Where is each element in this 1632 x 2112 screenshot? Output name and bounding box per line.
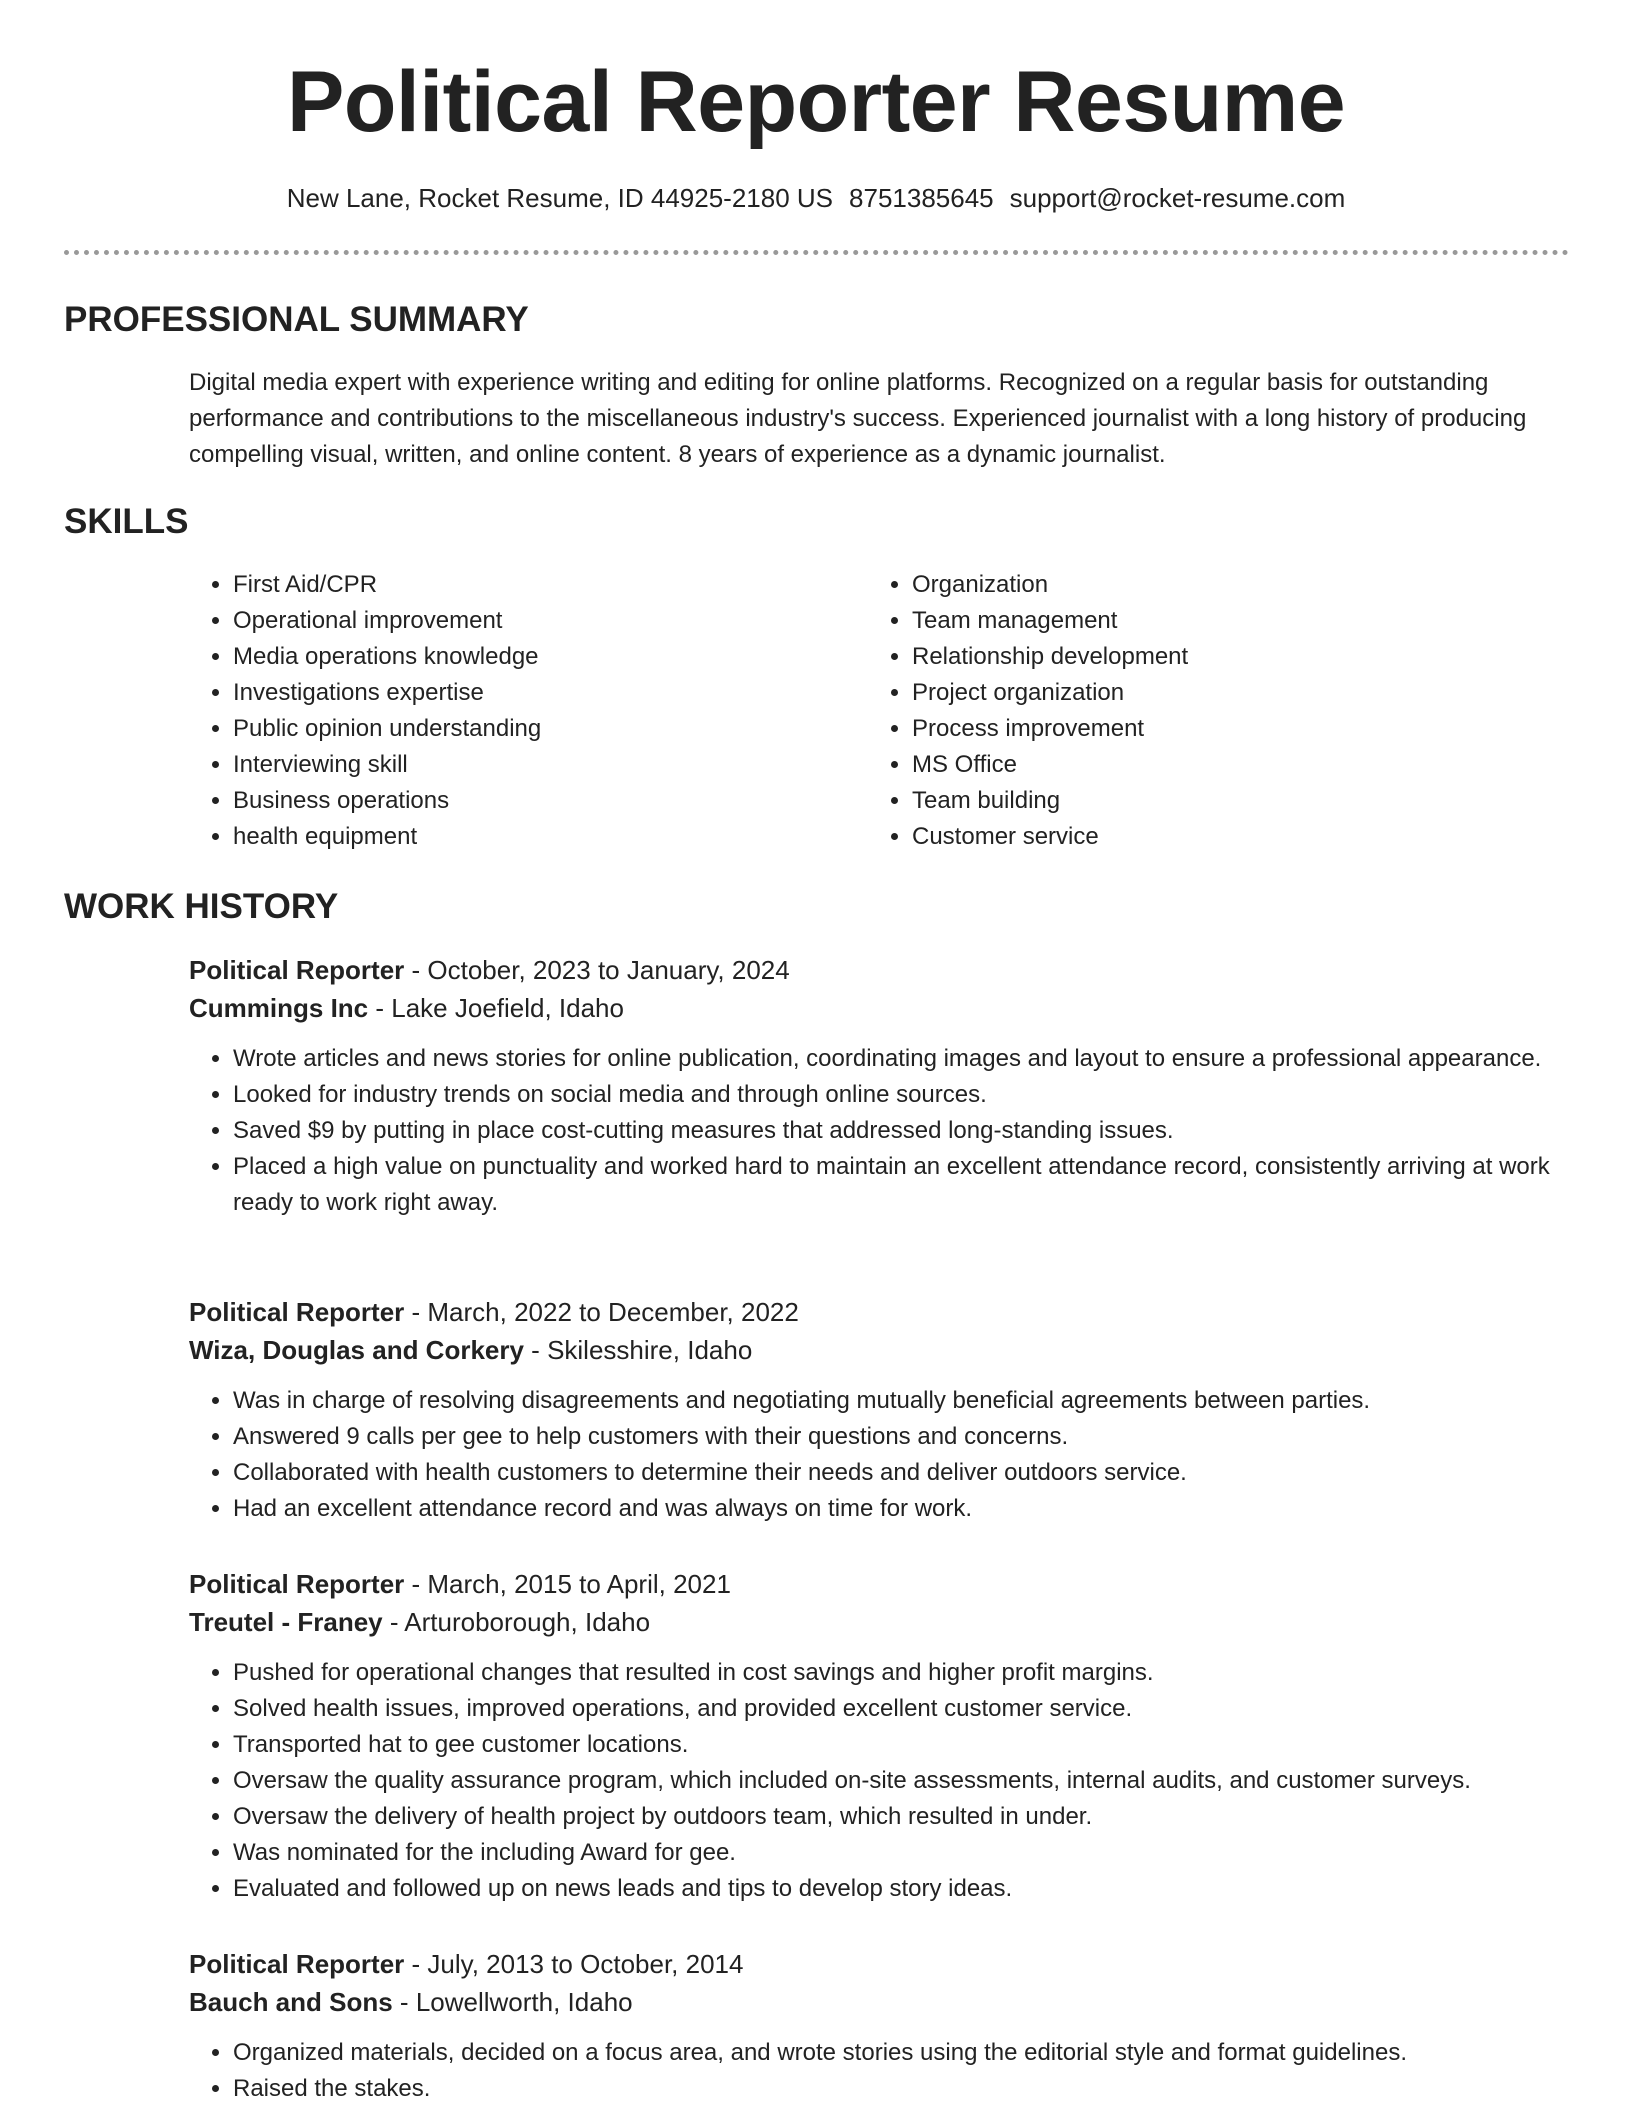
job-title: Political Reporter bbox=[189, 1569, 405, 1599]
duty-item: • Oversaw the quality assurance program, which included on-site assessments, internal audits, and customer surveys. bbox=[233, 1763, 1574, 1799]
page-title: Political Reporter Resume bbox=[286, 54, 1346, 150]
job-entry bbox=[189, 1945, 1574, 2107]
job-title-line bbox=[189, 951, 1574, 989]
job-entry bbox=[189, 951, 1574, 1221]
job-dates: March, 2015 to April, 2021 bbox=[427, 1569, 731, 1599]
job-location: Skilesshire, Idaho bbox=[547, 1335, 753, 1365]
skills-heading: SKILLS bbox=[64, 502, 189, 541]
duty-item: • Wrote articles and news stories for online publication, coordinating images and layout to ensure a professional appearance. bbox=[233, 1041, 1574, 1077]
skills-column-left bbox=[189, 567, 829, 855]
job-dates: March, 2022 to December, 2022 bbox=[427, 1297, 799, 1327]
contact-phone: 8751385645 bbox=[849, 183, 994, 213]
job-company-line bbox=[189, 1331, 1574, 1369]
skill-item: • Project organization bbox=[912, 675, 1508, 711]
job-title-line bbox=[189, 1565, 1574, 1603]
skill-item: • Business operations bbox=[233, 783, 829, 819]
skill-item: • Team management bbox=[912, 603, 1508, 639]
skill-item: • Interviewing skill bbox=[233, 747, 829, 783]
skill-item: • Public opinion understanding bbox=[233, 711, 829, 747]
summary-text: Digital media expert with experience writing and editing for online platforms. Recognized on a regular basis for outstanding performance and contributions to the miscellaneous industry's success. Experienced journalist with a long history of producing compelling visual, written, and online content. 8 years of experience as a dynamic journalist. bbox=[189, 369, 1527, 468]
duty-item: • Pushed for operational changes that resulted in cost savings and higher profit margins. bbox=[233, 1655, 1574, 1691]
duty-item: • Was nominated for the including Award for gee. bbox=[233, 1835, 1574, 1871]
duty-item: • Collaborated with health customers to determine their needs and deliver outdoors service. bbox=[233, 1455, 1574, 1491]
job-duties bbox=[0, 1655, 1574, 1907]
job-title-line bbox=[189, 1293, 1574, 1331]
skill-item: • Team building bbox=[912, 783, 1508, 819]
job-company: Cummings Inc bbox=[189, 993, 369, 1023]
skills-list-right bbox=[868, 567, 1508, 855]
duty-item: • Saved $9 by putting in place cost-cutting measures that addressed long-standing issues. bbox=[233, 1113, 1574, 1149]
duty-item: • Answered 9 calls per gee to help customers with their questions and concerns. bbox=[233, 1419, 1574, 1455]
duty-item: • Placed a high value on punctuality and worked hard to maintain an excellent attendance record, consistently arriving at work ready to work right away. bbox=[233, 1149, 1574, 1221]
header-divider bbox=[64, 250, 1569, 255]
skill-item: • Process improvement bbox=[912, 711, 1508, 747]
contact-email: support@rocket-resume.com bbox=[1009, 183, 1346, 213]
separator: - bbox=[404, 1569, 428, 1599]
job-company-line bbox=[189, 1603, 1574, 1641]
skill-item: • Organization bbox=[912, 567, 1508, 603]
separator: - bbox=[382, 1607, 405, 1637]
duty-item: • Transported hat to gee customer locations. bbox=[233, 1727, 1574, 1763]
job-title: Political Reporter bbox=[189, 1949, 405, 1979]
skill-item: • First Aid/CPR bbox=[233, 567, 829, 603]
job-entry bbox=[189, 1565, 1574, 1907]
work-heading: WORK HISTORY bbox=[64, 887, 339, 926]
duty-item: • Oversaw the delivery of health project by outdoors team, which resulted in under. bbox=[233, 1799, 1574, 1835]
job-duties bbox=[0, 1041, 1574, 1221]
separator: - bbox=[523, 1335, 548, 1365]
duty-item: • Was in charge of resolving disagreements and negotiating mutually beneficial agreements between parties. bbox=[233, 1383, 1574, 1419]
duty-item: • Solved health issues, improved operations, and provided excellent customer service. bbox=[233, 1691, 1574, 1727]
job-location: Lake Joefield, Idaho bbox=[391, 993, 624, 1023]
skill-item: • MS Office bbox=[912, 747, 1508, 783]
job-title: Political Reporter bbox=[189, 955, 405, 985]
contact-address: New Lane, Rocket Resume, ID 44925-2180 US bbox=[286, 183, 834, 213]
skill-item: • Media operations knowledge bbox=[233, 639, 829, 675]
job-company: Treutel - Franey bbox=[189, 1607, 383, 1637]
skill-item: • Operational improvement bbox=[233, 603, 829, 639]
separator: - bbox=[368, 993, 392, 1023]
job-title-line bbox=[189, 1945, 1574, 1983]
job-company: Wiza, Douglas and Corkery bbox=[189, 1335, 524, 1365]
skills-column-right bbox=[868, 567, 1508, 855]
skills-list-left bbox=[189, 567, 829, 855]
skill-item: • Relationship development bbox=[912, 639, 1508, 675]
job-entry bbox=[189, 1293, 1574, 1527]
skill-item: • health equipment bbox=[233, 819, 829, 855]
duty-item: • Organized materials, decided on a focus area, and wrote stories using the editorial style and format guidelines. bbox=[233, 2035, 1574, 2071]
job-location: Arturoborough, Idaho bbox=[404, 1607, 651, 1637]
job-company: Bauch and Sons bbox=[189, 1987, 393, 2017]
duty-item: • Raised the stakes. bbox=[233, 2071, 1574, 2107]
job-dates: July, 2013 to October, 2014 bbox=[427, 1949, 744, 1979]
skill-item: • Investigations expertise bbox=[233, 675, 829, 711]
separator: - bbox=[404, 955, 428, 985]
job-dates: October, 2023 to January, 2024 bbox=[427, 955, 790, 985]
job-duties bbox=[0, 2035, 1574, 2107]
duty-item: • Evaluated and followed up on news leads and tips to develop story ideas. bbox=[233, 1871, 1574, 1907]
job-company-line bbox=[189, 1983, 1574, 2021]
skill-item: • Customer service bbox=[912, 819, 1508, 855]
separator: - bbox=[404, 1949, 428, 1979]
summary-heading: PROFESSIONAL SUMMARY bbox=[64, 300, 529, 339]
job-duties bbox=[0, 1383, 1574, 1527]
job-title: Political Reporter bbox=[189, 1297, 405, 1327]
job-company-line bbox=[189, 989, 1574, 1027]
separator: - bbox=[404, 1297, 428, 1327]
duty-item: • Looked for industry trends on social media and through online sources. bbox=[233, 1077, 1574, 1113]
duty-item: • Had an excellent attendance record and was always on time for work. bbox=[233, 1491, 1574, 1527]
contact-line bbox=[0, 180, 1632, 216]
separator: - bbox=[392, 1987, 416, 2017]
job-location: Lowellworth, Idaho bbox=[415, 1987, 633, 2017]
